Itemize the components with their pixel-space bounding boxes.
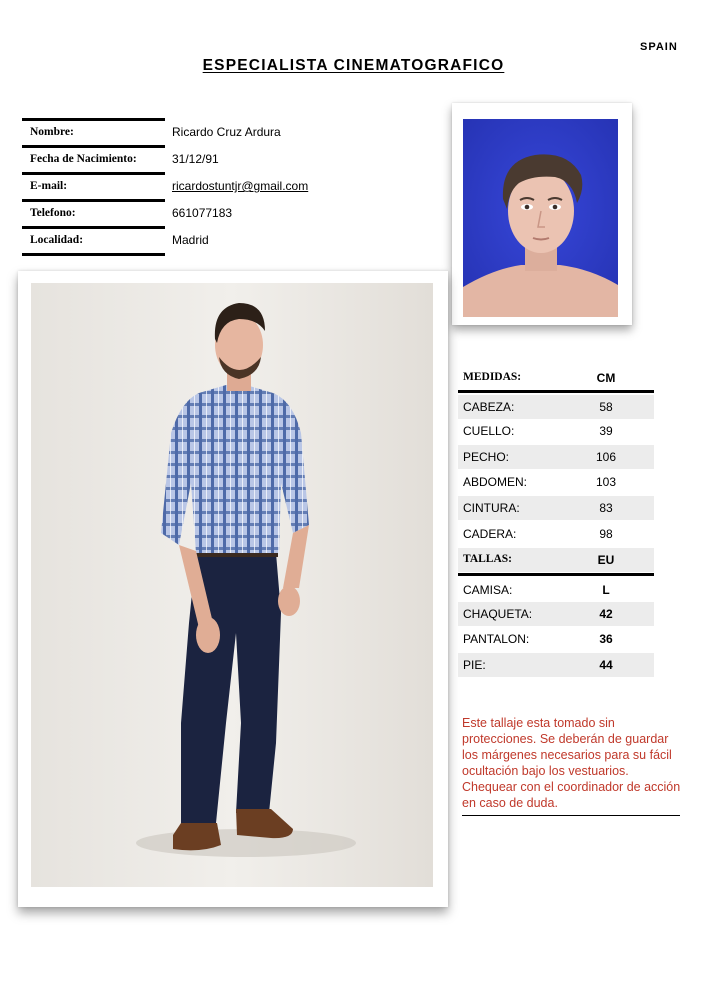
name-value: Ricardo Cruz Ardura (172, 125, 281, 139)
measurement-label: CUELLO: (463, 424, 515, 438)
size-label: CHAQUETA: (463, 607, 533, 621)
measurement-value: 39 (599, 424, 613, 438)
info-row-localidad (22, 226, 322, 253)
country-label: SPAIN (640, 41, 678, 53)
measurement-row (458, 445, 654, 469)
measurement-row (458, 470, 654, 494)
measurements-header-label: MEDIDAS: (463, 371, 522, 383)
measurement-row (458, 395, 654, 419)
measurement-value: 106 (595, 450, 617, 464)
sizes-divider (458, 573, 654, 576)
size-value: 44 (599, 658, 613, 672)
info-row-email (22, 172, 322, 199)
size-value: 42 (599, 607, 613, 621)
sizes-header (458, 548, 654, 572)
size-row (458, 653, 654, 677)
birthdate-value: 31/12/91 (172, 152, 219, 166)
portrait-photo (463, 119, 618, 317)
info-row-fecha (22, 145, 322, 172)
size-label: CAMISA: (463, 583, 513, 597)
info-label: Fecha de Nacimiento: (22, 145, 165, 172)
sizes-unit: EU (597, 553, 615, 567)
measurement-value: 58 (599, 400, 613, 414)
measurements-unit: CM (596, 371, 616, 385)
size-value: L (602, 583, 610, 597)
measurement-label: PECHO: (463, 450, 510, 464)
measurement-value: 98 (599, 527, 613, 541)
measurement-row (458, 496, 654, 520)
tailoring-note: Este tallaje esta tomado sin protecciones. Se deberán de guardar los márgenes necesarios para su fácil ocultación bajo los vestuarios. Chequear con el coordinador de acción en caso de duda. (462, 716, 681, 810)
info-divider (22, 253, 165, 256)
email-link[interactable]: ricardostuntjr@gmail.com (172, 179, 309, 193)
sizes-header-label: TALLAS: (463, 553, 512, 565)
info-row-telefono (22, 199, 322, 226)
measurement-label: ABDOMEN: (463, 475, 528, 489)
measurement-label: CABEZA: (463, 400, 515, 414)
info-row-nombre (22, 118, 322, 145)
measurement-value: 83 (599, 501, 613, 515)
measurement-label: CINTURA: (463, 501, 520, 515)
city-value: Madrid (172, 233, 209, 247)
size-row (458, 602, 654, 626)
measurement-value: 103 (595, 475, 617, 489)
portrait-photo-frame (452, 103, 632, 325)
size-value: 36 (599, 632, 613, 646)
info-label: Nombre: (22, 118, 165, 145)
info-label: Telefono: (22, 199, 165, 226)
info-label: E-mail: (22, 172, 165, 199)
measurements-header (458, 366, 654, 390)
measurements-divider (458, 390, 654, 393)
size-label: PANTALON: (463, 632, 530, 646)
full-body-photo (31, 283, 433, 887)
info-label: Localidad: (22, 226, 165, 253)
full-body-photo-frame (18, 271, 448, 907)
size-row (458, 578, 654, 602)
note-divider (462, 815, 680, 816)
phone-value: 661077183 (172, 206, 233, 220)
measurement-row (458, 419, 654, 443)
page-title: ESPECIALISTA CINEMATOGRAFICO (202, 57, 505, 74)
size-label: PIE: (463, 658, 486, 672)
measurement-label: CADERA: (463, 527, 517, 541)
size-row (458, 627, 654, 651)
measurement-row (458, 522, 654, 546)
